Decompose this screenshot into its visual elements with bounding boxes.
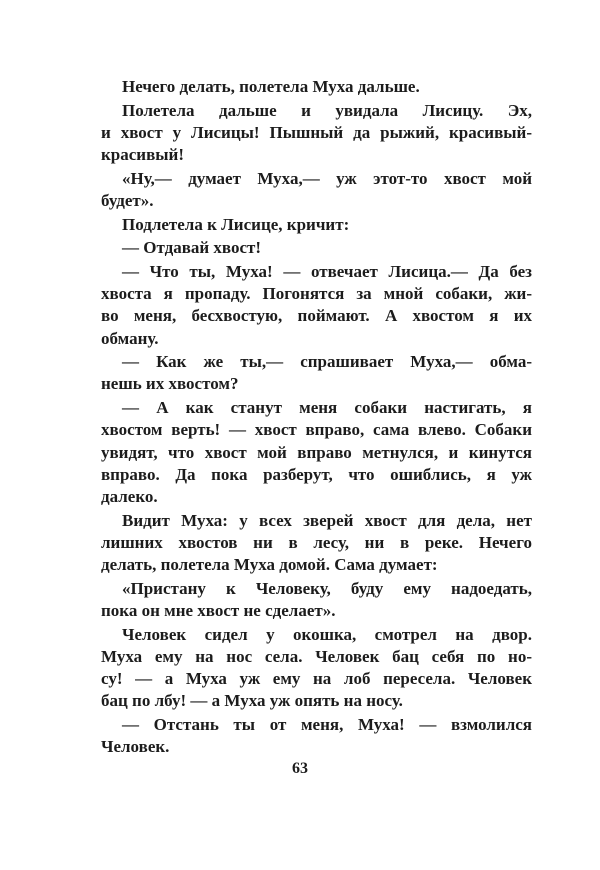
text-line: Человек. — [101, 736, 170, 756]
text-line: лишних хвостов ни в лесу, ни в реке. Нечего — [101, 532, 532, 552]
paragraph — [101, 214, 532, 236]
text-line: Человек сидел у окошка, смотрел на двор. — [122, 624, 532, 644]
text-line: — Отдавай хвост! — [122, 238, 262, 258]
text-line: су! — а Муха уж ему на лоб пересела. Человек — [101, 668, 532, 688]
text-line: красивый! — [101, 145, 184, 165]
paragraph — [101, 397, 532, 508]
text-line: будет». — [101, 190, 154, 210]
paragraph — [101, 100, 532, 167]
text-line: «Пристану к Человеку, буду ему надоедать, — [122, 578, 532, 598]
text-line: — Отстань ты от меня, Муха! — взмолился — [122, 714, 532, 734]
text-line: хвостом верть! — хвост вправо, сама влево. Собаки — [101, 420, 532, 440]
paragraph — [101, 578, 532, 622]
text-line: — А как станут меня собаки настигать, я — [122, 398, 532, 418]
text-line: Муха ему на нос села. Человек бац себя по но- — [101, 646, 532, 666]
paragraph — [101, 261, 532, 350]
text-line: увидят, что хвост мой вправо метнулся, и кинутся — [101, 442, 532, 462]
text-line: «Ну,— думает Муха,— уж этот-то хвост мой — [122, 168, 532, 188]
text-line: хвоста я пропаду. Погонятся за мной собаки, жи- — [101, 284, 532, 304]
paragraph — [101, 624, 532, 713]
text-line: Полетела дальше и увидала Лисицу. Эх, — [122, 100, 532, 120]
text-line: во меня, бесхвостую, поймают. А хвостом я их — [101, 306, 532, 326]
paragraph — [101, 714, 532, 758]
paragraph — [101, 76, 532, 98]
text-line: Видит Муха: у всех зверей хвост для дела, нет — [122, 510, 532, 530]
text-line: бац по лбу! — а Муха уж опять на носу. — [101, 691, 403, 711]
page-number: 63 — [292, 760, 308, 777]
page-text — [101, 76, 532, 760]
paragraph — [101, 351, 532, 395]
paragraph — [101, 237, 532, 259]
text-line: Подлетела к Лисице, кричит: — [122, 214, 350, 234]
text-line: делать, полетела Муха домой. Сама думает: — [101, 554, 438, 574]
text-line: и хвост у Лисицы! Пышный да рыжий, красивый- — [101, 122, 532, 142]
text-line: Нечего делать, полетела Муха дальше. — [122, 77, 420, 96]
text-line: обману. — [101, 328, 159, 348]
text-line: — Что ты, Муха! — отвечает Лисица.— Да без — [122, 262, 532, 281]
text-line: далеко. — [101, 486, 158, 506]
text-line: вправо. Да пока разберут, что ошиблись, я уж — [101, 464, 532, 484]
paragraph — [101, 168, 532, 212]
paragraph — [101, 510, 532, 577]
text-line: нешь их хвостом? — [101, 374, 239, 394]
text-line: — Как же ты,— спрашивает Муха,— обма- — [122, 352, 532, 372]
text-line: пока он мне хвост не сделает». — [101, 600, 336, 620]
